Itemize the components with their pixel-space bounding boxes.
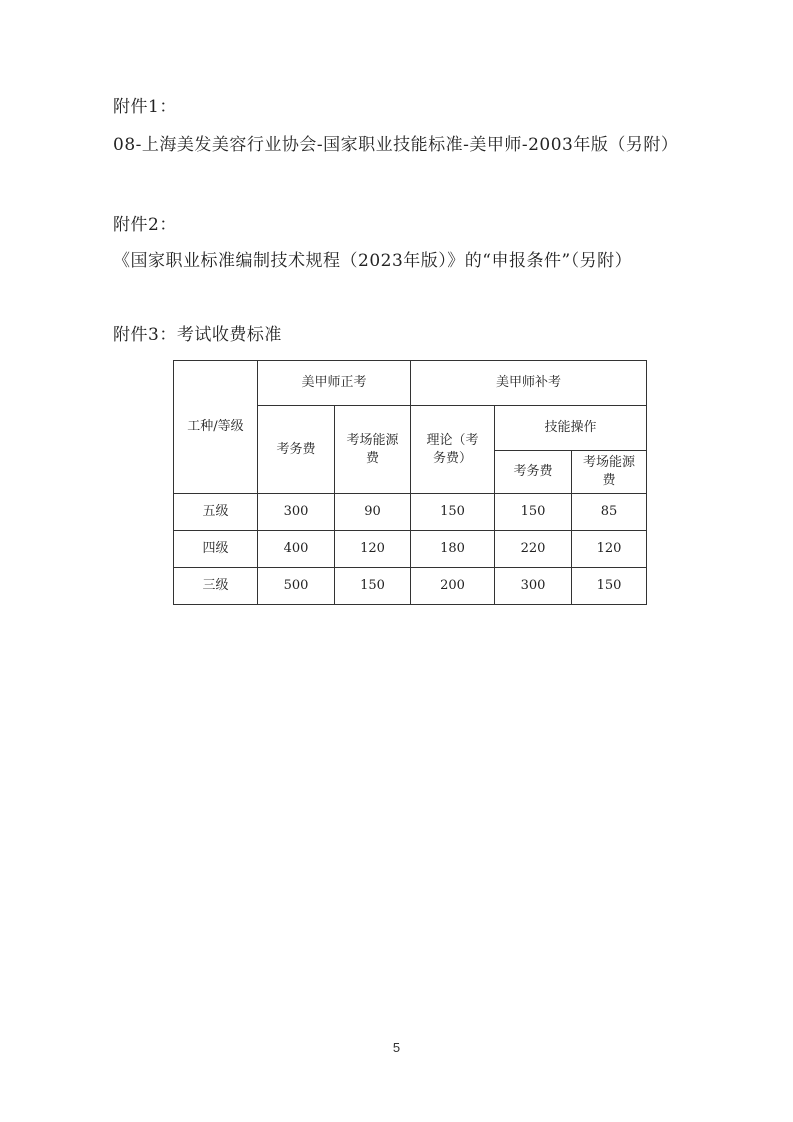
attachment2-text: 《国家职业标准编制技术规程（2023年版）》的“申报条件”（另附） — [113, 251, 633, 271]
cell: 150 — [411, 494, 495, 531]
row-level: 三级 — [174, 568, 258, 605]
cell: 150 — [495, 494, 572, 531]
header-skill-venue-fee-text: 考场能源费 — [582, 455, 635, 488]
page-number: 5 — [392, 1040, 401, 1055]
header-skill-venue-fee — [572, 451, 647, 494]
fee-table — [173, 360, 647, 605]
row-level: 五级 — [174, 494, 258, 531]
table-corner-header: 工种/等级 — [174, 361, 258, 494]
header-skill-exam-fee: 考务费 — [495, 451, 572, 494]
cell: 300 — [495, 568, 572, 605]
cell: 120 — [335, 531, 411, 568]
group-header-retake: 美甲师补考 — [411, 361, 647, 406]
cell: 120 — [572, 531, 647, 568]
header-theory — [411, 406, 495, 494]
cell: 85 — [572, 494, 647, 531]
table-row — [174, 494, 647, 531]
table-row — [174, 568, 647, 605]
header-venue-fee-text: 考场能源费 — [346, 432, 399, 466]
cell: 400 — [258, 531, 335, 568]
header-venue-fee — [335, 406, 411, 494]
attachment1-text: 08-上海美发美容行业协会-国家职业技能标准-美甲师-2003年版（另附） — [113, 135, 679, 155]
header-skill: 技能操作 — [495, 406, 647, 451]
cell: 150 — [572, 568, 647, 605]
cell: 180 — [411, 531, 495, 568]
cell: 150 — [335, 568, 411, 605]
attachment1-label: 附件1： — [113, 97, 177, 117]
header-theory-text: 理论（考务费） — [426, 432, 479, 466]
cell: 200 — [411, 568, 495, 605]
header-exam-fee: 考务费 — [258, 406, 335, 494]
cell: 300 — [258, 494, 335, 531]
group-header-regular: 美甲师正考 — [258, 361, 411, 406]
row-level: 四级 — [174, 531, 258, 568]
cell: 90 — [335, 494, 411, 531]
cell: 500 — [258, 568, 335, 605]
attachment2-label: 附件2： — [113, 215, 177, 235]
attachment3-title: 附件3：考试收费标准 — [113, 325, 282, 345]
table-row — [174, 531, 647, 568]
cell: 220 — [495, 531, 572, 568]
